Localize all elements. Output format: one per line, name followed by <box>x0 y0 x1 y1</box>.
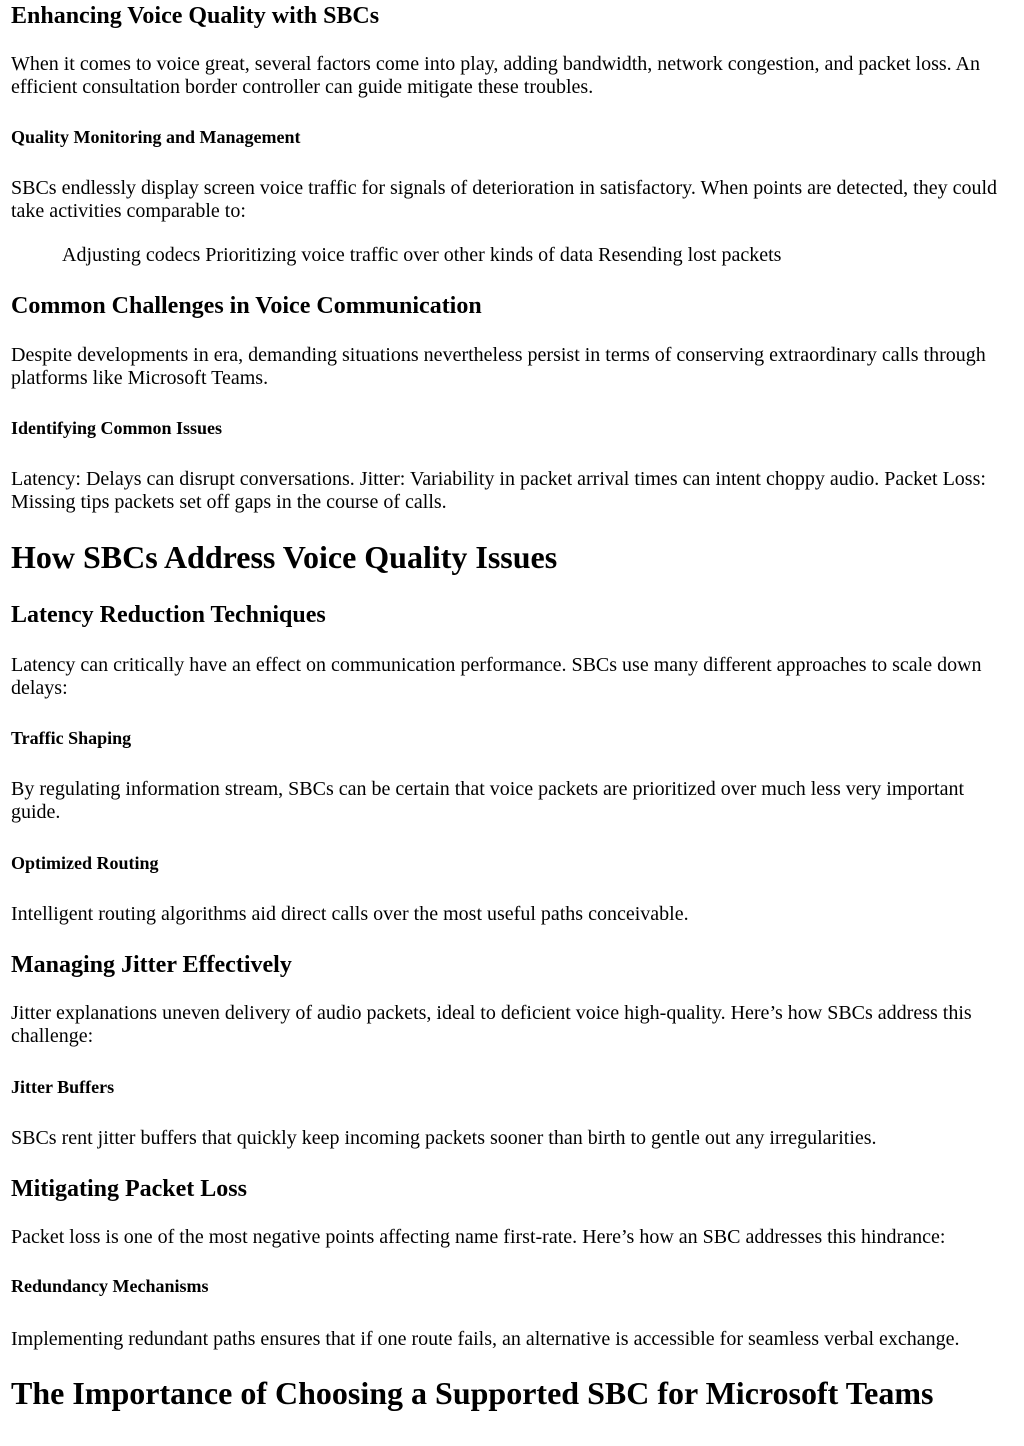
section-heading-packet-loss: Mitigating Packet Loss <box>11 1176 247 1202</box>
paragraph-voice-factors: When it comes to voice great, several factors come into play, adding bandwidth, network congestion, and packet loss. An efficient consultation border controller can guide mitigate these troubles. <box>11 53 980 98</box>
section-heading-latency: Latency Reduction Techniques <box>11 602 326 628</box>
paragraph-challenges: Despite developments in era, demanding situations nevertheless persist in terms of conserving extraordinary calls through platforms like Microsoft Teams. <box>11 344 986 389</box>
subheading-redundancy: Redundancy Mechanisms <box>11 1276 209 1296</box>
paragraph-packet-loss: Packet loss is one of the most negative points affecting name first-rate. Here’s how an SBC addresses this hindrance: <box>11 1226 946 1248</box>
paragraph-optimized-routing: Intelligent routing algorithms aid direct calls over the most useful paths conceivable. <box>11 903 689 925</box>
section-heading-common-challenges: Common Challenges in Voice Communication <box>11 293 482 319</box>
section-heading-jitter: Managing Jitter Effectively <box>11 952 292 978</box>
section-heading-enhancing: Enhancing Voice Quality with SBCs <box>11 3 380 29</box>
paragraph-traffic-shaping: By regulating information stream, SBCs can be certain that voice packets are prioritized over much less very important guide. <box>11 778 965 823</box>
paragraph-common-issues: Latency: Delays can disrupt conversations. Jitter: Variability in packet arrival times can intent choppy audio. Packet Loss: Missing tips packets set off gaps in the course of calls. <box>11 468 986 513</box>
subheading-identifying-issues: Identifying Common Issues <box>11 418 223 438</box>
subheading-quality-monitoring: Quality Monitoring and Management <box>11 127 301 147</box>
subheading-jitter-buffers: Jitter Buffers <box>11 1077 115 1097</box>
subheading-optimized-routing: Optimized Routing <box>11 853 159 873</box>
paragraph-jitter-buffers: SBCs rent jitter buffers that quickly keep incoming packets sooner than birth to gentle out any irregularities. <box>11 1127 877 1149</box>
paragraph-redundancy: Implementing redundant paths ensures that if one route fails, an alternative is accessible for seamless verbal exchange. <box>11 1328 960 1350</box>
paragraph-latency: Latency can critically have an effect on communication performance. SBCs use many different approaches to scale down delays: <box>11 654 982 699</box>
subheading-traffic-shaping: Traffic Shaping <box>11 728 132 748</box>
main-heading-sbc-address: How SBCs Address Voice Quality Issues <box>11 539 558 575</box>
main-heading-supported-sbc: The Importance of Choosing a Supported SBC for Microsoft Teams <box>11 1375 934 1411</box>
paragraph-sbc-monitoring: SBCs endlessly display screen voice traffic for signals of deterioration in satisfactory. When points are detected, they could take activities comparable to: <box>11 177 998 222</box>
paragraph-jitter: Jitter explanations uneven delivery of audio packets, ideal to deficient voice high-quality. Here’s how SBCs address this challenge: <box>11 1002 972 1047</box>
list-sbc-actions: Adjusting codecs Prioritizing voice traffic over other kinds of data Resending lost packets <box>62 244 782 266</box>
